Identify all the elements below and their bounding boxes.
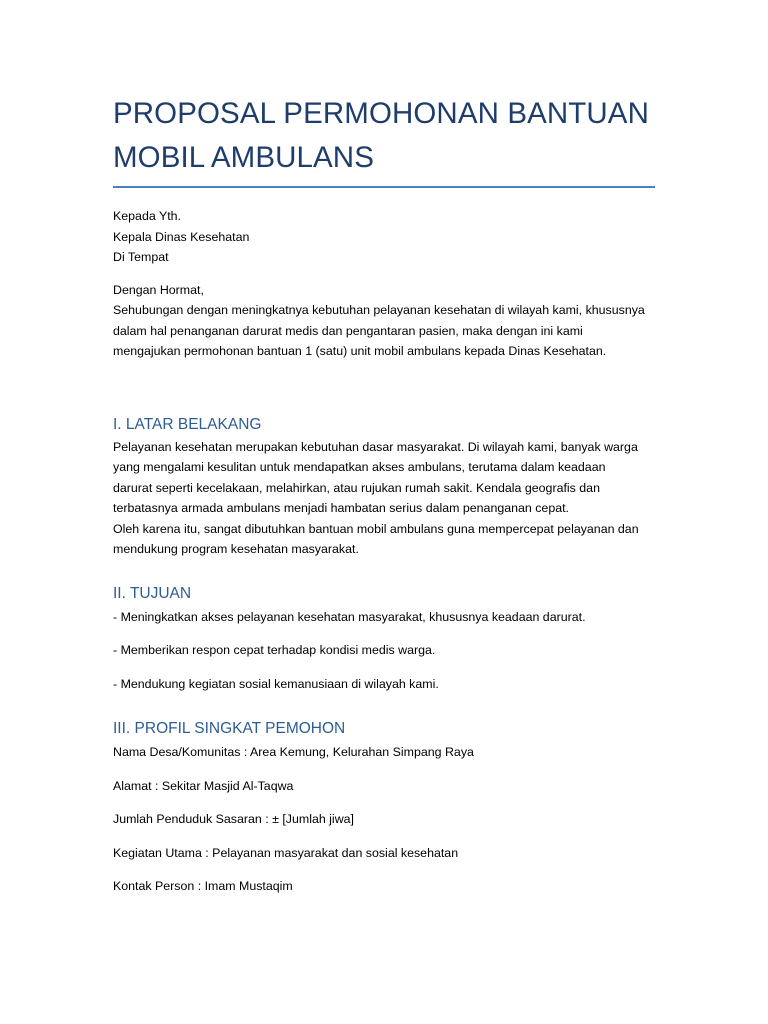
address-line: Kepada Yth.: [113, 209, 181, 223]
list-item: - Meningkatkan akses pelayanan kesehatan masyarakat, khususnya keadaan darurat.: [113, 609, 586, 624]
document-page: [113, 92, 655, 897]
profile-field: Kontak Person : Imam Mustaqim: [113, 879, 293, 893]
address-line: Kepala Dinas Kesehatan: [113, 229, 250, 244]
title-line-2: MOBIL AMBULANS: [113, 141, 374, 174]
intro-line: mengajukan permohonan bantuan 1 (satu) unit mobil ambulans kepada Dinas Kesehatan.: [113, 344, 607, 358]
greeting-line: Dengan Hormat,: [113, 282, 204, 297]
profile-field: Alamat : Sekitar Masjid Al-Taqwa: [113, 778, 294, 793]
paragraph-line: Oleh karena itu, sangat dibutuhkan bantuan mobil ambulans guna mempercepat pelayanan dan: [113, 521, 639, 536]
section-heading-profil-pemohon: III. PROFIL SINGKAT PEMOHON: [113, 720, 346, 737]
profile-field: Nama Desa/Komunitas : Area Kemung, Kelurahan Simpang Raya: [113, 745, 474, 759]
intro-line: dalam hal penanganan darurat medis dan pengantaran pasien, maka dengan ini kami: [113, 323, 583, 338]
tujuan-list: [113, 607, 655, 695]
profile-field: Jumlah Penduduk Sasaran : ± [Jumlah jiwa]: [113, 812, 354, 826]
recipient-address: [113, 206, 655, 268]
latar-belakang-paragraph: [113, 437, 655, 560]
paragraph-line: yang mengalami kesulitan untuk mendapatkan akses ambulans, terutama dalam keadaan: [113, 460, 606, 474]
intro-line: Sehubungan dengan meningkatnya kebutuhan pelayanan kesehatan di wilayah kami, khususnya: [113, 303, 645, 317]
address-line: Di Tempat: [113, 250, 169, 264]
paragraph-line: mendukung program kesehatan masyarakat.: [113, 542, 359, 556]
title-line-1: PROPOSAL PERMOHONAN BANTUAN: [113, 97, 649, 130]
list-item: - Memberikan respon cepat terhadap kondisi medis warga.: [113, 643, 436, 657]
profil-list: [113, 742, 655, 897]
document-title: [113, 92, 655, 180]
title-divider: [113, 186, 655, 188]
opening-paragraph: [113, 280, 655, 362]
list-item: - Mendukung kegiatan sosial kemanusiaan di wilayah kami.: [113, 676, 439, 691]
paragraph-line: terbatasnya armada ambulans menjadi hambatan serius dalam penanganan cepat.: [113, 501, 569, 515]
paragraph-line: Pelayanan kesehatan merupakan kebutuhan dasar masyarakat. Di wilayah kami, banyak warga: [113, 439, 638, 454]
paragraph-line: darurat seperti kecelakaan, melahirkan, atau rujukan rumah sakit. Kendala geografis dan: [113, 480, 600, 495]
section-heading-tujuan: II. TUJUAN: [113, 584, 192, 602]
profile-field: Kegiatan Utama : Pelayanan masyarakat dan sosial kesehatan: [113, 845, 459, 860]
section-heading-latar-belakang: I. LATAR BELAKANG: [113, 415, 262, 433]
